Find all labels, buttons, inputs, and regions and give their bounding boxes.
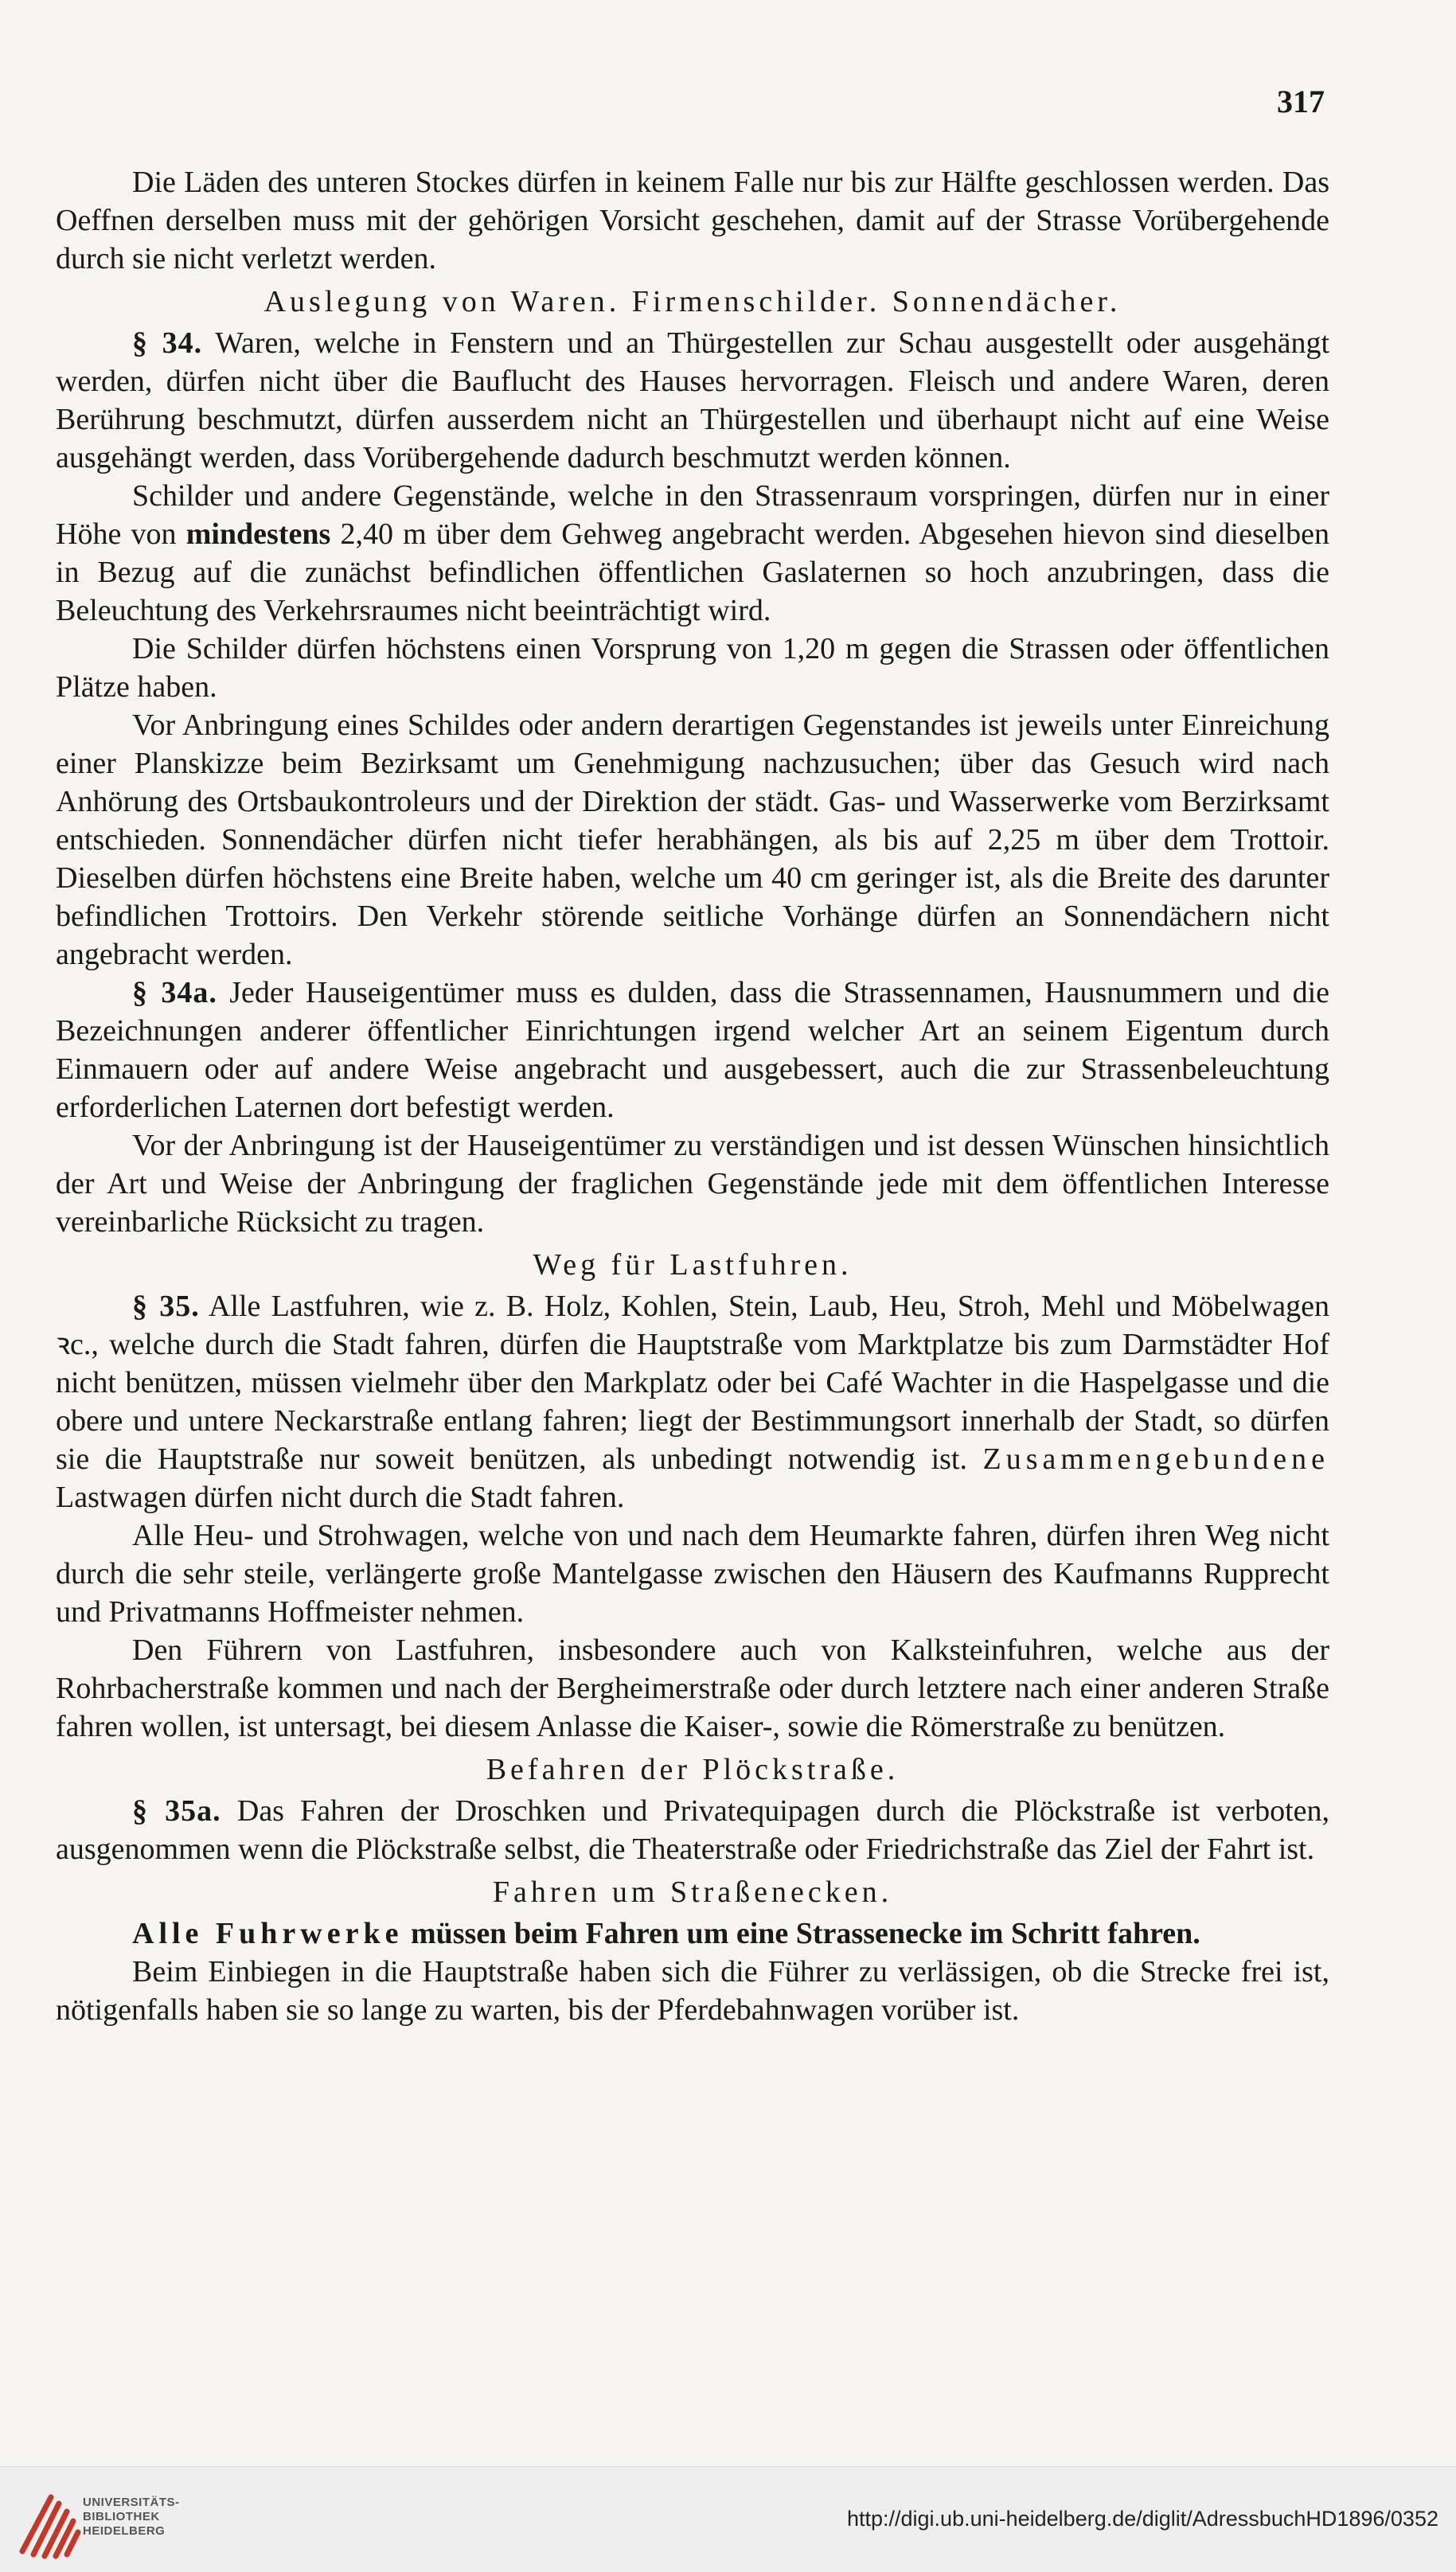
paragraph-34-1 — [56, 324, 1329, 477]
emphasis-alle-fuhrwerke: Alle Fuhrwerke — [132, 1917, 404, 1950]
paragraph-35a-1-text: Das Fahren der Droschken und Privatequipagen durch die Plöckstraße ist verboten, ausgenommen wenn die Plöckstraße selbst, die Theaterstraße oder Friedrichstraße das Ziel der Fahrt ist. — [56, 1794, 1329, 1866]
library-name — [83, 2496, 180, 2539]
section-label-34: § 34. — [132, 326, 203, 360]
section-35-block — [56, 1246, 1329, 1284]
page-number: 317 — [1277, 84, 1325, 119]
paragraph-34-2 — [56, 477, 1329, 630]
paragraph-corners-1 — [56, 1914, 1329, 1953]
paragraph-34-2-text-b: 2,40 m über dem Gehweg angebracht werden. Abgesehen hievon sind dieselben in Bezug auf die zunächst befindlichen öffentlichen Gaslaternen so hoch anzubringen, dass die Beleuchtung des Verkehrsraumes nicht beeinträchtigt wird. — [56, 517, 1330, 627]
paragraph-34a-1-text: Jeder Hauseigentümer muss es dulden, dass die Strassennamen, Hausnummern und die Bezeichnungen anderer öffentlicher Einrichtungen irgend welcher Art an seinem Eigentum durch Einmauern oder auf andere Weise angebracht und ausgebessert, auch die zur Strassenbeleuchtung erforderlichen Laternen dort befestigt werden. — [56, 976, 1329, 1124]
paragraph-34-4: Vor Anbringung eines Schildes oder andern derartigen Gegenstandes ist jeweils unter Einreichung einer Planskizze beim Bezirksamt um Genehmigung nachzusuchen; über das Gesuch wird nach Anhörung des Ortsbaukontroleurs und der Direktion der städt. Gas- und Wasserwerke vom Berzirksamt entschieden. Sonnendächer dürfen nicht tiefer herabhängen, als bis auf 2,25 m über dem Trottoir. Dieselben dürfen höchstens eine Breite haben, welche um 40 cm geringer ist, als die Breite des darunter befindlichen Trottoirs. Den Verkehr störende seitliche Vorhänge dürfen an Sonnendächern nicht angebracht werden. — [56, 708, 1329, 971]
source-url-link[interactable]: http://digi.ub.uni-heidelberg.de/diglit/AdressbuchHD1896/0352 — [846, 2507, 1438, 2531]
section-heading-auslegung: Auslegung von Waren. Firmenschilder. Sonnendächer. — [263, 285, 1122, 318]
paragraph-34-1-text: Waren, welche in Fenstern und an Thürgestellen zur Schau ausgestellt oder ausgehängt werden, dürfen nicht über die Bauflucht des Hauses hervorragen. Fleisch und andere Waren, deren Berührung beschmutzt, dürfen ausserdem nicht an Thürgestellen und überhaupt nicht auf eine Weise ausgehängt werden, dass Vorübergehende dadurch beschmutzt werden können. — [56, 326, 1329, 474]
paragraph-35-1 — [56, 1287, 1329, 1516]
paragraph-34a-1 — [56, 974, 1329, 1126]
paragraph-35-3: Den Führern von Lastfuhren, insbesondere auch von Kalksteinfuhren, welche aus der Rohrbacherstraße kommen und nach der Bergheimerstraße oder durch letztere nach einer anderen Straße fahren wollen, ist untersagt, bei diesem Anlasse die Kaiser-, sowie die Römerstraße zu benützen. — [56, 1633, 1329, 1743]
section-heading-lastfuhren: Weg für Lastfuhren. — [533, 1248, 853, 1282]
library-name-line2: BIBLIOTHEK — [83, 2510, 160, 2523]
section-label-34a: § 34a. — [132, 976, 217, 1009]
paragraph-35-1-text: Alle Lastfuhren, wie z. B. Holz, Kohlen, Stein, Laub, Heu, Stroh, Mehl und Möbelwagen ꝛc., welche durch die Stadt fahren, dürfen die Hauptstraße vom Marktplatze bis zum Darmstädter Hof nicht benützen, müssen vielmehr über den Markplatz oder bei Café Wachter in die Haspelgasse und die obere und untere Neckarstraße entlang fahren; liegt der Bestimmungsort innerhalb der Stadt, so dürfen sie die Hauptstraße nur soweit benützen, als unbedingt notwendig ist. — [56, 1290, 1330, 1476]
paragraph-34-3: Die Schilder dürfen höchstens einen Vorsprung von 1,20 m gegen die Strassen oder öffentlichen Plätze haben. — [56, 632, 1329, 704]
paragraph-34-2-text-a: Schilder und andere Gegenstände, welche in den Strassenraum vorspringen, dürfen nur in einer Höhe von — [56, 479, 1329, 551]
emphasis-zusammengebundene: Zusammengebundene — [982, 1442, 1329, 1476]
library-name-line1: UNIVERSITÄTS- — [83, 2496, 180, 2509]
section-label-35: § 35. — [132, 1290, 200, 1323]
section-34-block — [56, 283, 1329, 321]
section-35a-block — [56, 1750, 1329, 1789]
section-heading-strassenecken: Fahren um Straßenecken. — [492, 1875, 893, 1909]
paragraph-35-2: Alle Heu- und Strohwagen, welche von und nach dem Heumarkte fahren, dürfen ihren Weg nicht durch die sehr steile, verlängerte große Mantelgasse zwischen den Häusern des Kaufmanns Rupprecht und Privatmanns Hoffmeister nehmen. — [56, 1519, 1329, 1629]
library-name-line3: HEIDELBERG — [83, 2524, 166, 2538]
section-label-35a: § 35a. — [132, 1794, 221, 1828]
paragraph-35-1-end: Lastwagen dürfen nicht durch die Stadt fahren. — [56, 1481, 625, 1514]
paragraph-34a-2: Vor der Anbringung ist der Hauseigentümer zu verständigen und ist dessen Wünschen hinsichtlich der Art und Weise der Anbringung der fraglichen Gegenstände jede mit dem öffentlichen Interesse vereinbarliche Rücksicht zu tragen. — [56, 1129, 1329, 1239]
paragraph-35a-1 — [56, 1792, 1329, 1868]
section-heading-ploeckstrasse: Befahren der Plöckstraße. — [486, 1753, 900, 1786]
paragraph-corners-1-text: müssen beim Fahren um eine Strassenecke im Schritt fahren. — [410, 1917, 1200, 1950]
footer-bar — [0, 2466, 1456, 2572]
page-content — [56, 163, 1329, 2029]
section-corners-block — [56, 1873, 1329, 1911]
intro-paragraph: Die Läden des unteren Stockes dürfen in keinem Falle nur bis zur Hälfte geschlossen werden. Das Oeffnen derselben muss mit der gehörigen Vorsicht geschehen, damit auf der Strasse Vorübergehende durch sie nicht verletzt werden. — [56, 166, 1329, 275]
paragraph-corners-2: Beim Einbiegen in die Hauptstraße haben sich die Führer zu verlässigen, ob die Strecke frei ist, nötigenfalls haben sie so lange zu warten, bis der Pferdebahnwagen vorüber ist. — [56, 1955, 1329, 2027]
emphasis-mindestens: mindestens — [185, 517, 331, 551]
